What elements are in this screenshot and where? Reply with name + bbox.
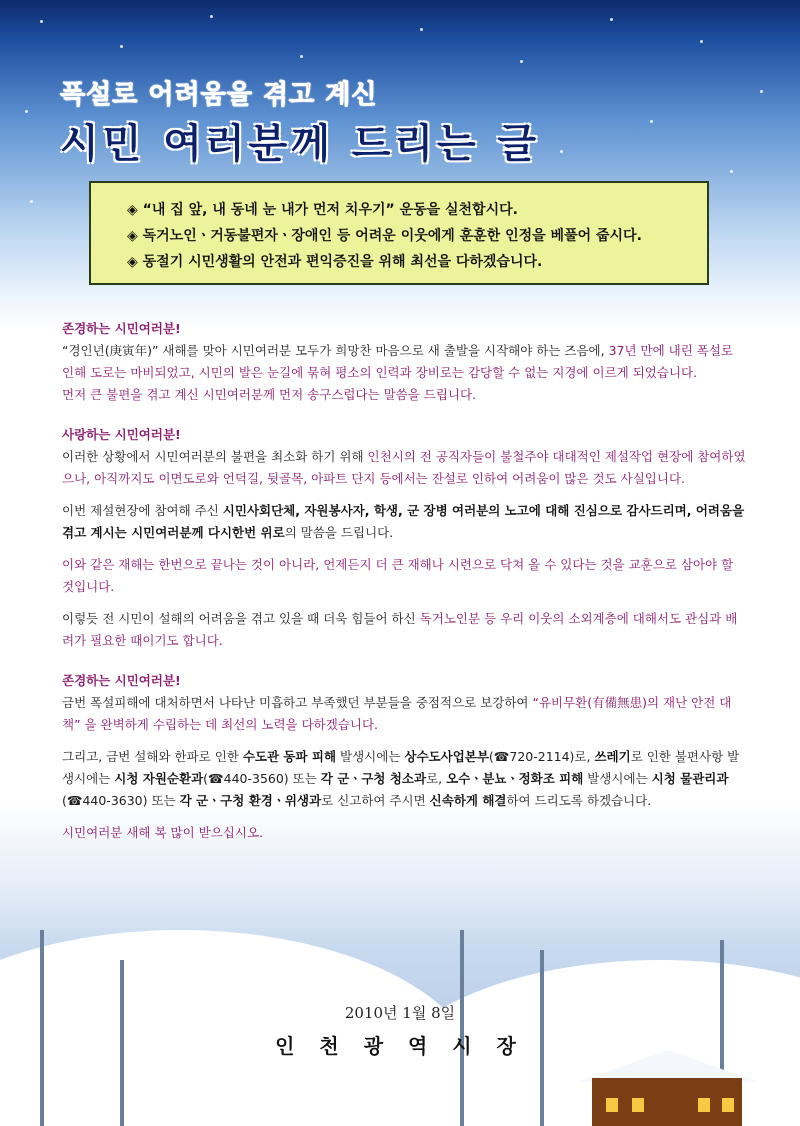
bold-text: 시청 물관리과 [651,771,729,786]
paragraph [62,692,748,736]
bold-text: 오수ㆍ분뇨ㆍ정화조 피해 [446,771,584,786]
section-heading: 사랑하는 시민여러분! [62,427,181,442]
paragraph [62,746,748,812]
bold-text: 각 군ㆍ구청 환경ㆍ위생과 [179,793,322,808]
bold-text: 상수도사업본부 [404,749,489,764]
section-heading: 존경하는 시민여러분! [62,321,181,336]
bold-text: 각 군ㆍ구청 청소과 [320,771,427,786]
pledge-item: ◈ 독거노인ㆍ거동불편자ㆍ장애인 등 어려운 이웃에게 훈훈한 인정을 베풀어 줍시다. [127,228,642,244]
cabin-window [722,1098,734,1112]
highlight-text: “유비무환(有備無患)의 재난 안전 대책” 을 완벽하게 수립하는 데 최선의 노력을 다하겠습니다. [62,695,732,732]
cabin-window [698,1098,710,1112]
text: “경인년(庚寅年)” 새해를 맞아 시민여러분 모두가 희망찬 마음으로 새 출발을 시작해야 하는 즈음에, [62,343,609,358]
paragraph: 먼저 큰 불편을 겪고 계신 시민여러분께 먼저 송구스럽다는 말씀을 드립니다. [62,387,477,402]
paragraph [62,608,748,652]
text: 이러한 상황에서 시민여러분의 불편을 최소화 하기 위해 [62,449,368,464]
text: 발생시에는 [336,749,405,764]
text: (☎440-3630) 또는 [62,793,180,808]
text: 로 신고하여 주시면 [321,793,430,808]
text: 그리고, 금번 설해와 한파로 인한 [62,749,243,764]
highlight-text: 인천시의 전 공직자들이 불철주야 대대적인 제설작업 현장에 참여하였으나, 아직까지도 이면도로와 언덕길, 뒷골목, 아파트 단지 등에서는 잔설로 인하여 어려움이 많은 것도 사실입니다. [62,449,746,486]
paragraph [62,340,748,384]
highlight-text: 37년 만에 내린 폭설로 인해 도로는 마비되었고, 시민의 발은 눈길에 묶혀 평소의 인력과 장비로는 감당할 수 없는 지경에 이르게 되었습니다. [62,343,733,380]
winter-tree [40,930,44,1126]
text: 이렇듯 전 시민이 설해의 어려움을 겪고 있을 때 더욱 힘들어 하신 [62,611,420,626]
text: 로, [426,771,447,786]
text: 하여 드리도록 하겠습니다. [506,793,652,808]
section-heading: 존경하는 시민여러분! [62,673,181,688]
text: (☎720-2114)로, [488,749,595,764]
page-title: 시민 여러분께 드리는 글 [60,121,541,167]
bold-text: 시민사회단체, 자원봉사자, 학생, 군 장병 여러분의 노고에 대해 진심으로 감사드리며, 어려움을 겪고 계시는 시민여러분께 다시한번 위로 [62,503,745,540]
winter-tree [460,930,464,1126]
text: (☎440-3560) 또는 [203,771,321,786]
cabin-window [606,1098,618,1112]
letter-body [62,318,748,844]
text: 의 말씀을 드립니다. [284,525,394,540]
text: 로 인한 불편사항 발생시에는 [62,749,740,786]
bold-text: 쓰레기 [594,749,631,764]
pledge-item: ◈ 동절기 시민생활의 안전과 편익증진을 위해 최선을 다하겠습니다. [127,254,543,270]
signature: 인 천 광 역 시 장 [275,1034,525,1058]
page-subtitle: 폭설로 어려움을 겪고 계신 [60,80,378,110]
text: 금번 폭설피해에 대처하면서 나타난 미흡하고 부족했던 부분들을 중점적으로 보강하여 [62,695,533,710]
paragraph: 이와 같은 재해는 한번으로 끝나는 것이 아니라, 언제든지 더 큰 재해나 시련으로 닥쳐 올 수 있다는 것을 교훈으로 삼아야 할 것입니다. [62,557,734,594]
cabin-window [632,1098,644,1112]
bold-text: 시청 자원순환과 [114,771,204,786]
pledge-box [89,181,709,285]
bold-text: 수도관 동파 피해 [242,749,337,764]
text: 발생시에는 [583,771,652,786]
closing-line: 시민여러분 새해 복 많이 받으십시오. [62,825,263,840]
paragraph [62,500,748,544]
letter-date: 2010년 1월 8일 [344,1004,456,1022]
pledge-item: ◈ “내 집 앞, 내 동네 눈 내가 먼저 치우기” 운동을 실천합시다. [127,202,518,218]
paragraph [62,446,748,490]
highlight-text: 독거노인분 등 우리 이웃의 소외계층에 대해서도 관심과 배려가 필요한 때이기도 합니다. [62,611,738,648]
text: 이번 제설현장에 참여해 주신 [62,503,223,518]
bold-text: 신속하게 해결 [429,793,507,808]
